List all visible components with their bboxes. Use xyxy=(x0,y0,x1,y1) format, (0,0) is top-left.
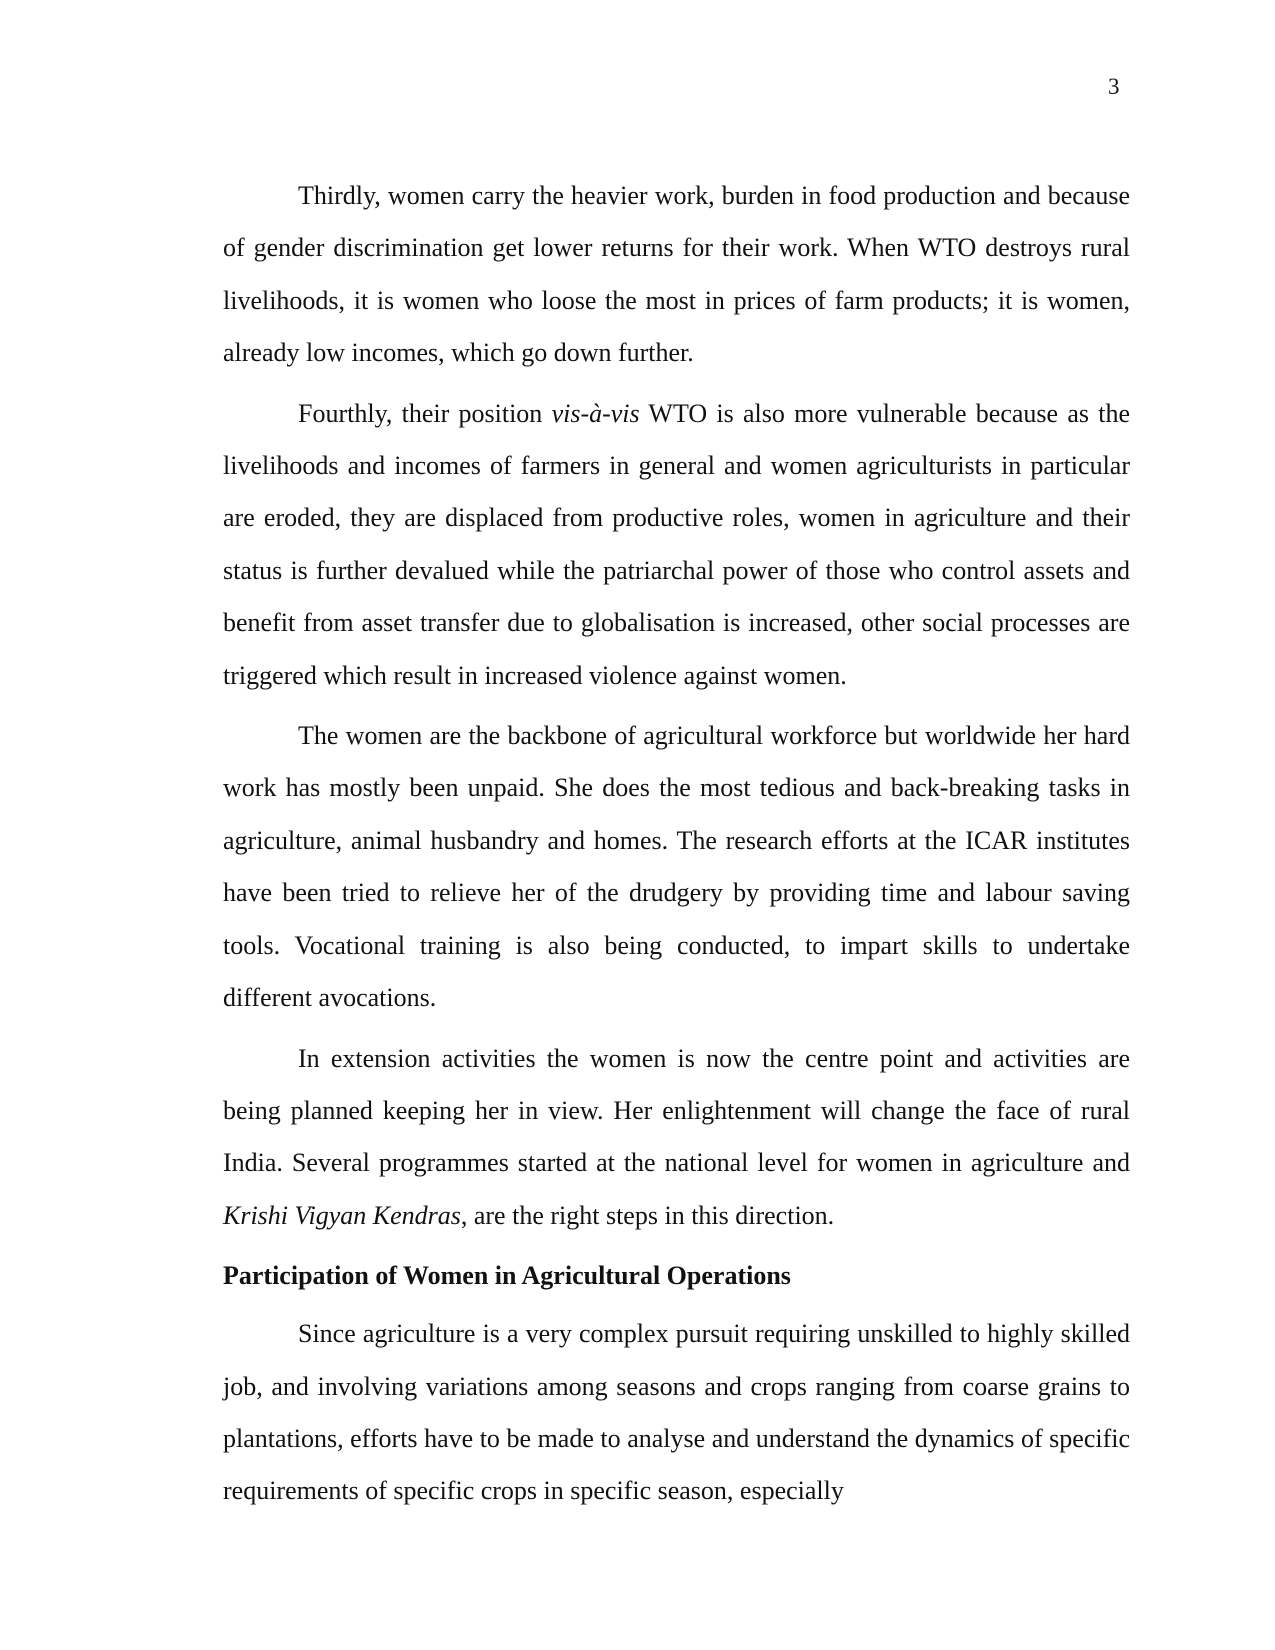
paragraph-extension-end: , are the right steps in this direction. xyxy=(460,1200,835,1230)
page-number: 3 xyxy=(1108,74,1120,99)
paragraph-participation: Since agriculture is a very complex pursuit requiring unskilled to highly skilled job, and involving variations among seasons and crops ranging from coarse grains to plantations, efforts have to be made to analyse and understand the dynamics of specific requirements of specific crops in specific season, especially xyxy=(223,1319,1130,1506)
paragraph-fourthly-rest: WTO is also more vulnerable because as the livelihoods and incomes of farmers in general and women agriculturists in particular are eroded, they are displaced from productive roles, women in agriculture and their status is further devalued while the patriarchal power of those who control assets and benefit from asset transfer due to globalisation is increased, other social processes are triggered which result in increased violence against women. xyxy=(223,398,1130,690)
paragraph-fourthly-start: Fourthly, their position xyxy=(298,398,552,428)
document-body xyxy=(223,170,1130,1526)
section-heading: Participation of Women in Agricultural Operations xyxy=(223,1261,791,1291)
italic-krishi-vigyan-kendras: Krishi Vigyan Kendras xyxy=(223,1200,461,1230)
paragraph-extension xyxy=(223,1033,1130,1243)
paragraph-fourthly xyxy=(223,388,1130,702)
italic-vis-a-vis: vis-à-vis xyxy=(551,398,640,428)
paragraph-extension-start: In extension activities the women is now the centre point and activities are being planned keeping her in view. Her enlightenment will change the face of rural India. Several programmes started at the national level for women in agriculture and xyxy=(223,1043,1130,1178)
paragraph-backbone: The women are the backbone of agricultural workforce but worldwide her hard work has mostly been unpaid. She does the most tedious and back-breaking tasks in agriculture, animal husbandry and homes. The research efforts at the ICAR institutes have been tried to relieve her of the drudgery by providing time and labour saving tools. Vocational training is also being conducted, to impart skills to undertake different avocations. xyxy=(223,721,1130,1013)
paragraph-thirdly: Thirdly, women carry the heavier work, burden in food production and because of gender discrimination get lower returns for their work. When WTO destroys rural livelihoods, it is women who loose the most in prices of farm products; it is women, already low incomes, which go down further. xyxy=(223,181,1130,368)
